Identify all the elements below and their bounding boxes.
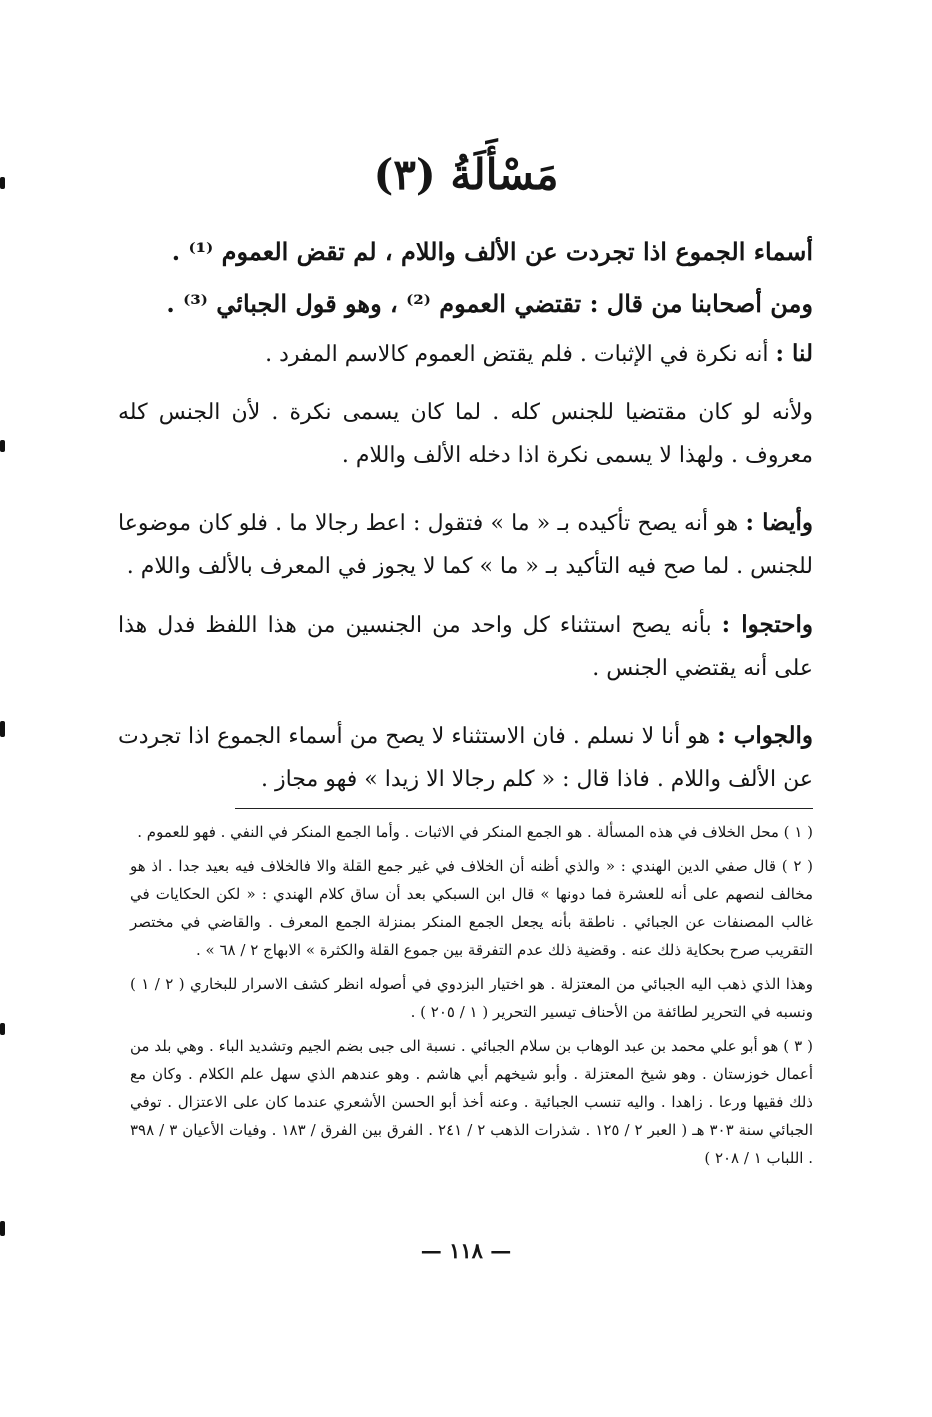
footnote-2: ( ٢ ) قال صفي الدين الهندي : « والذي أظنه أن الخلاف في غير جمع القلة والا فالخلاف فيه بعيد جدا . اذ هو مخالف لنصهم على أنه للعشرة فما دونها » قال ابن السبكي بعد أن ساق كلام الهندي : « لكن الحكايات في غالب المصنفات عن الجبائي . ناطقة بأنه يجعل الجمع المنكر بمنزلة الجمع المعرف . والقاضي في مختصر التقريب صرح بحكاية ذلك عنه . وقضية ذلك عدم التفرقة بين جموع القلة والكثرة » الابهاج ٢ / ٦٨ » . — [130, 857, 813, 959]
footnote-3: ( ٣ ) هو أبو علي محمد بن عبد الوهاب بن سلام الجبائي . نسبة الى جبى بضم الجيم وتشديد الباء . وهي بلد من أعمال خوزستان . وهو شيخ المعتزلة . وأبو شيخهم أبي هاشم . وهو عندهم الذي سهل علم الكلام . وكان مع ذلك فقيها ورعا . زاهدا . واليه تنسب الجبائية . وعنه أخذ أبو الحسن الأشعري عندما كان على الاعتزال . توفي الجبائي سنة ٣٠٣ هـ ( العبر ٢ / ١٢٥ . شذرات الذهب ٢ / ٢٤١ . الفرق بين الفرق / ١٨٣ . وفيات الأعيان ٣ / ٣٩٨ . اللباب ١ / ٢٠٨ ) — [130, 1037, 814, 1167]
argument-paragraph — [118, 391, 813, 477]
footnote-2-continuation: وهذا الذي ذهب اليه الجبائي من المعتزلة . هو اختيار البزدوي في أصوله انظر كشف الاسرار للبخاري ( ٢ / ١ ) ونسبه في التحرير لطائفة من الأحناف تيسير التحرير ( ١ / ٢٠٥ ) . — [130, 975, 814, 1021]
main-ruling-2: ومن أصحابنا من قال : تقتضي العموم ⁽²⁾ ، وهو قول الجبائي ⁽³⁾ . — [166, 289, 813, 318]
paragraph-lead: وأيضا : — [745, 509, 813, 536]
main-text — [118, 228, 813, 801]
scan-mark — [0, 721, 5, 737]
footnote-divider — [235, 808, 813, 809]
main-ruling-1: أسماء الجموع اذا تجردت عن الألف واللام ، لم تقض العموم ⁽¹⁾ . — [171, 237, 813, 266]
paragraph-text: هو أنه يصح تأكيده بـ « ما » فتقول : اعط رجالا ما . فلو كان موضوعا للجنس . لما صح فيه التأكيد بـ « ما » كما لا يجوز في المعرف بالألف واللام . — [118, 511, 813, 579]
scan-mark — [0, 1221, 5, 1236]
page-title: مَسْأَلَةُ (٣) — [373, 150, 559, 199]
argument-paragraph — [118, 603, 813, 690]
footnote-1: ( ١ ) محل الخلاف في هذه المسألة . هو الجمع المنكر في الاثبات . وأما الجمع المنكر في النفي . فهو للعموم . — [137, 823, 813, 841]
scan-mark — [0, 440, 5, 452]
paragraph-text: هو أنا لا نسلم . فان الاستثناء لا يصح من أسماء الجموع اذا تجردت عن الألف واللام . فاذا قال : « كلم رجالا الا زيدا » فهو مجاز . — [118, 724, 813, 792]
paragraph-text: ولأنه لو كان مقتضيا للجنس كله . لما كان يسمى نكرة . لأن الجنس كله معروف . ولهذا لا يسمى نكرة اذا دخله الألف واللام . — [118, 400, 813, 468]
argument-paragraph — [118, 501, 813, 588]
argument-paragraph — [118, 332, 813, 376]
page-number: — ١١٨ — — [420, 1238, 512, 1263]
paragraph-text: بأنه يصح استثناء كل واحد من الجنسين من هذا اللفظ فدل هذا على أنه يقتضي الجنس . — [118, 613, 813, 681]
scan-mark — [0, 1023, 5, 1035]
paragraph-lead: واحتجوا : — [721, 611, 813, 638]
footnotes — [130, 818, 813, 1172]
paragraph-lead: لنا : — [775, 340, 813, 367]
argument-paragraph — [118, 714, 813, 801]
paragraph-lead: والجواب : — [717, 722, 813, 749]
scan-mark — [0, 177, 5, 189]
paragraph-text: أنه نكرة في الإثبات . فلم يقتض العموم كالاسم المفرد . — [265, 342, 776, 367]
